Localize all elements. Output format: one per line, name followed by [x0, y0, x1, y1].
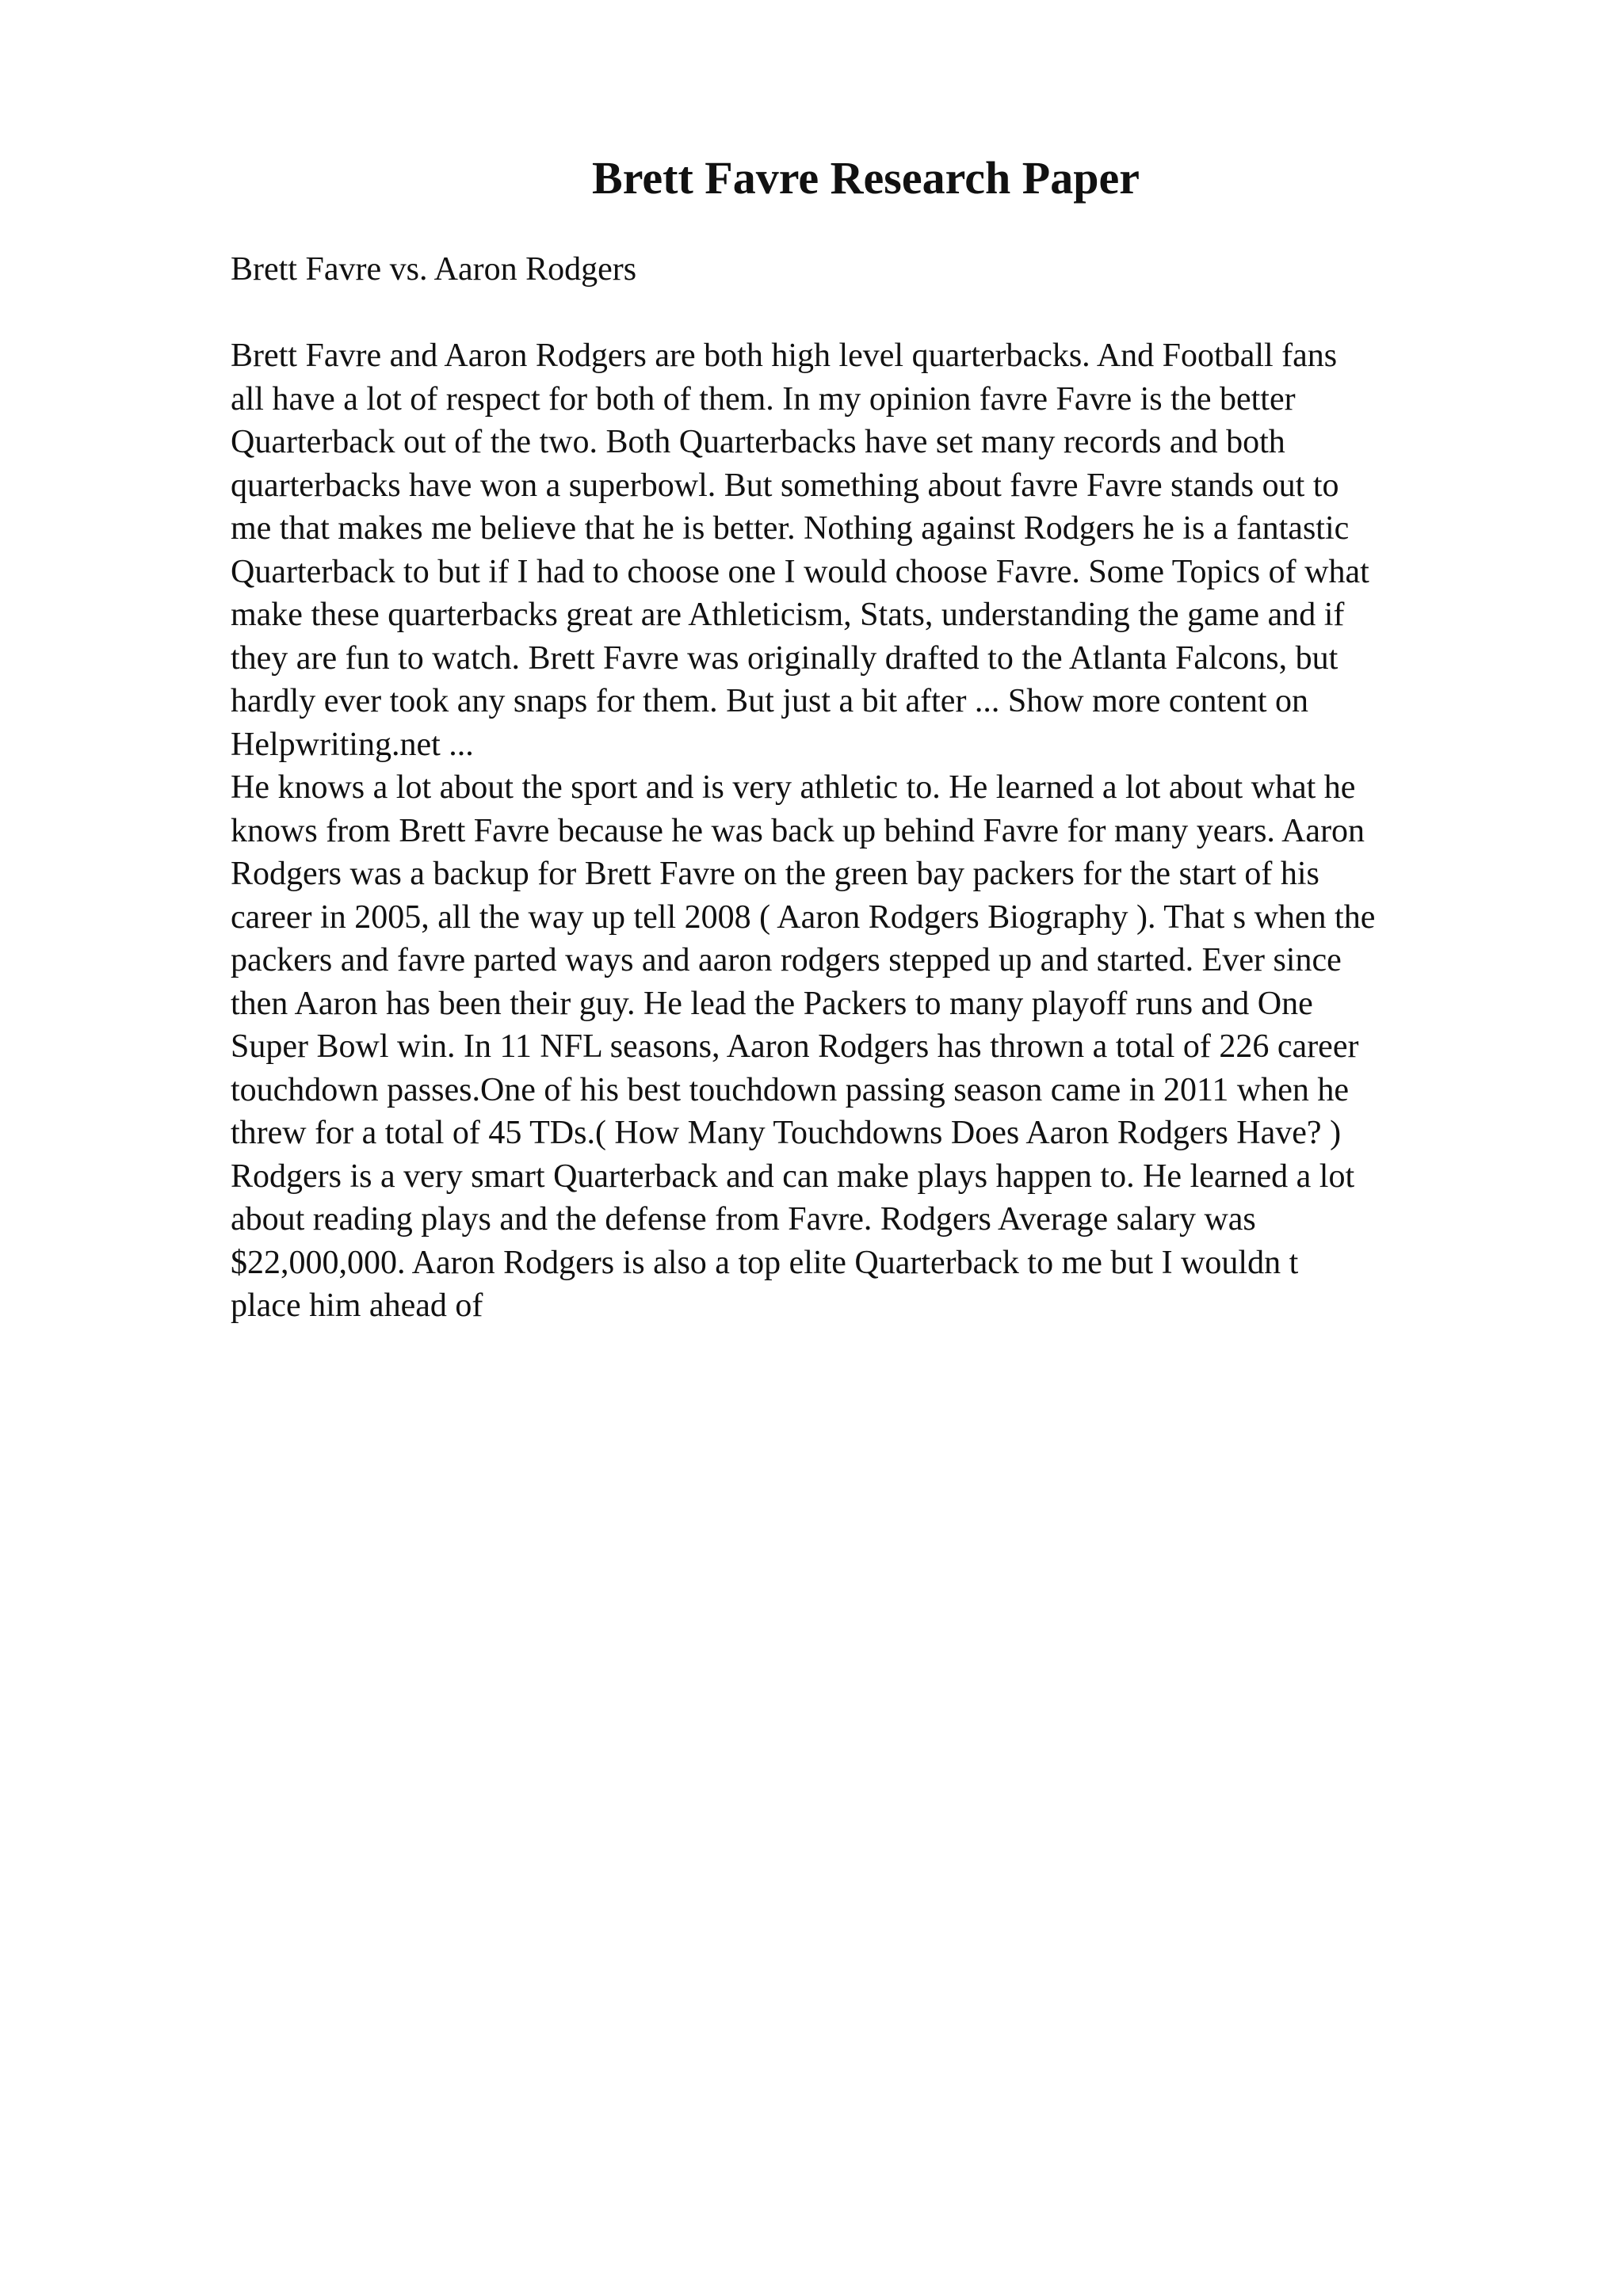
body-text [231, 334, 1530, 1328]
text-line: me that makes me believe that he is better. Nothing against Rodgers he is a fantastic [231, 510, 1350, 547]
text-line: Rodgers was a backup for Brett Favre on the green bay packers for the start of his [231, 856, 1319, 892]
document-subtitle: Brett Favre vs. Aaron Rodgers [231, 251, 637, 288]
text-line: Quarterback to but if I had to choose one I would choose Favre. Some Topics of what [231, 553, 1369, 590]
text-line: Rodgers is a very smart Quarterback and can make plays happen to. He learned a lot [231, 1158, 1355, 1195]
text-line: Super Bowl win. In 11 NFL seasons, Aaron Rodgers has thrown a total of 226 career [231, 1028, 1359, 1065]
text-line: all have a lot of respect for both of them. In my opinion favre Favre is the better [231, 380, 1296, 418]
text-line: Helpwriting.net ... [231, 726, 474, 763]
page-title: Brett Favre Research Paper [592, 152, 1140, 204]
text-line: threw for a total of 45 TDs.( How Many Touchdowns Does Aaron Rodgers Have? ) [231, 1115, 1342, 1151]
text-line: He knows a lot about the sport and is very athletic to. He learned a lot about what he [231, 769, 1356, 806]
text-line: knows from Brett Favre because he was back up behind Favre for many years. Aaron [231, 812, 1365, 849]
text-line: place him ahead of [231, 1287, 483, 1324]
text-line: career in 2005, all the way up tell 2008 ( Aaron Rodgers Biography ). That s when the [231, 898, 1376, 936]
text-line: they are fun to watch. Brett Favre was originally drafted to the Atlanta Falcons, but [231, 639, 1338, 677]
text-line: about reading plays and the defense from Favre. Rodgers Average salary was [231, 1201, 1256, 1238]
text-line: hardly ever took any snaps for them. But just a bit after ... Show more content on [231, 683, 1309, 719]
text-line: Brett Favre and Aaron Rodgers are both high level quarterbacks. And Football fans [231, 338, 1338, 374]
text-line: touchdown passes.One of his best touchdown passing season came in 2011 when he [231, 1071, 1350, 1108]
text-line: then Aaron has been their guy. He lead the Packers to many playoff runs and One [231, 985, 1313, 1022]
text-line: packers and favre parted ways and aaron rodgers stepped up and started. Ever since [231, 942, 1342, 978]
text-line: Quarterback out of the two. Both Quarterbacks have set many records and both [231, 424, 1285, 460]
text-line: $22,000,000. Aaron Rodgers is also a top elite Quarterback to me but I wouldn t [231, 1244, 1299, 1281]
text-line: make these quarterbacks great are Athleticism, Stats, understanding the game and if [231, 597, 1345, 633]
text-line: quarterbacks have won a superbowl. But something about favre Favre stands out to [231, 467, 1339, 504]
